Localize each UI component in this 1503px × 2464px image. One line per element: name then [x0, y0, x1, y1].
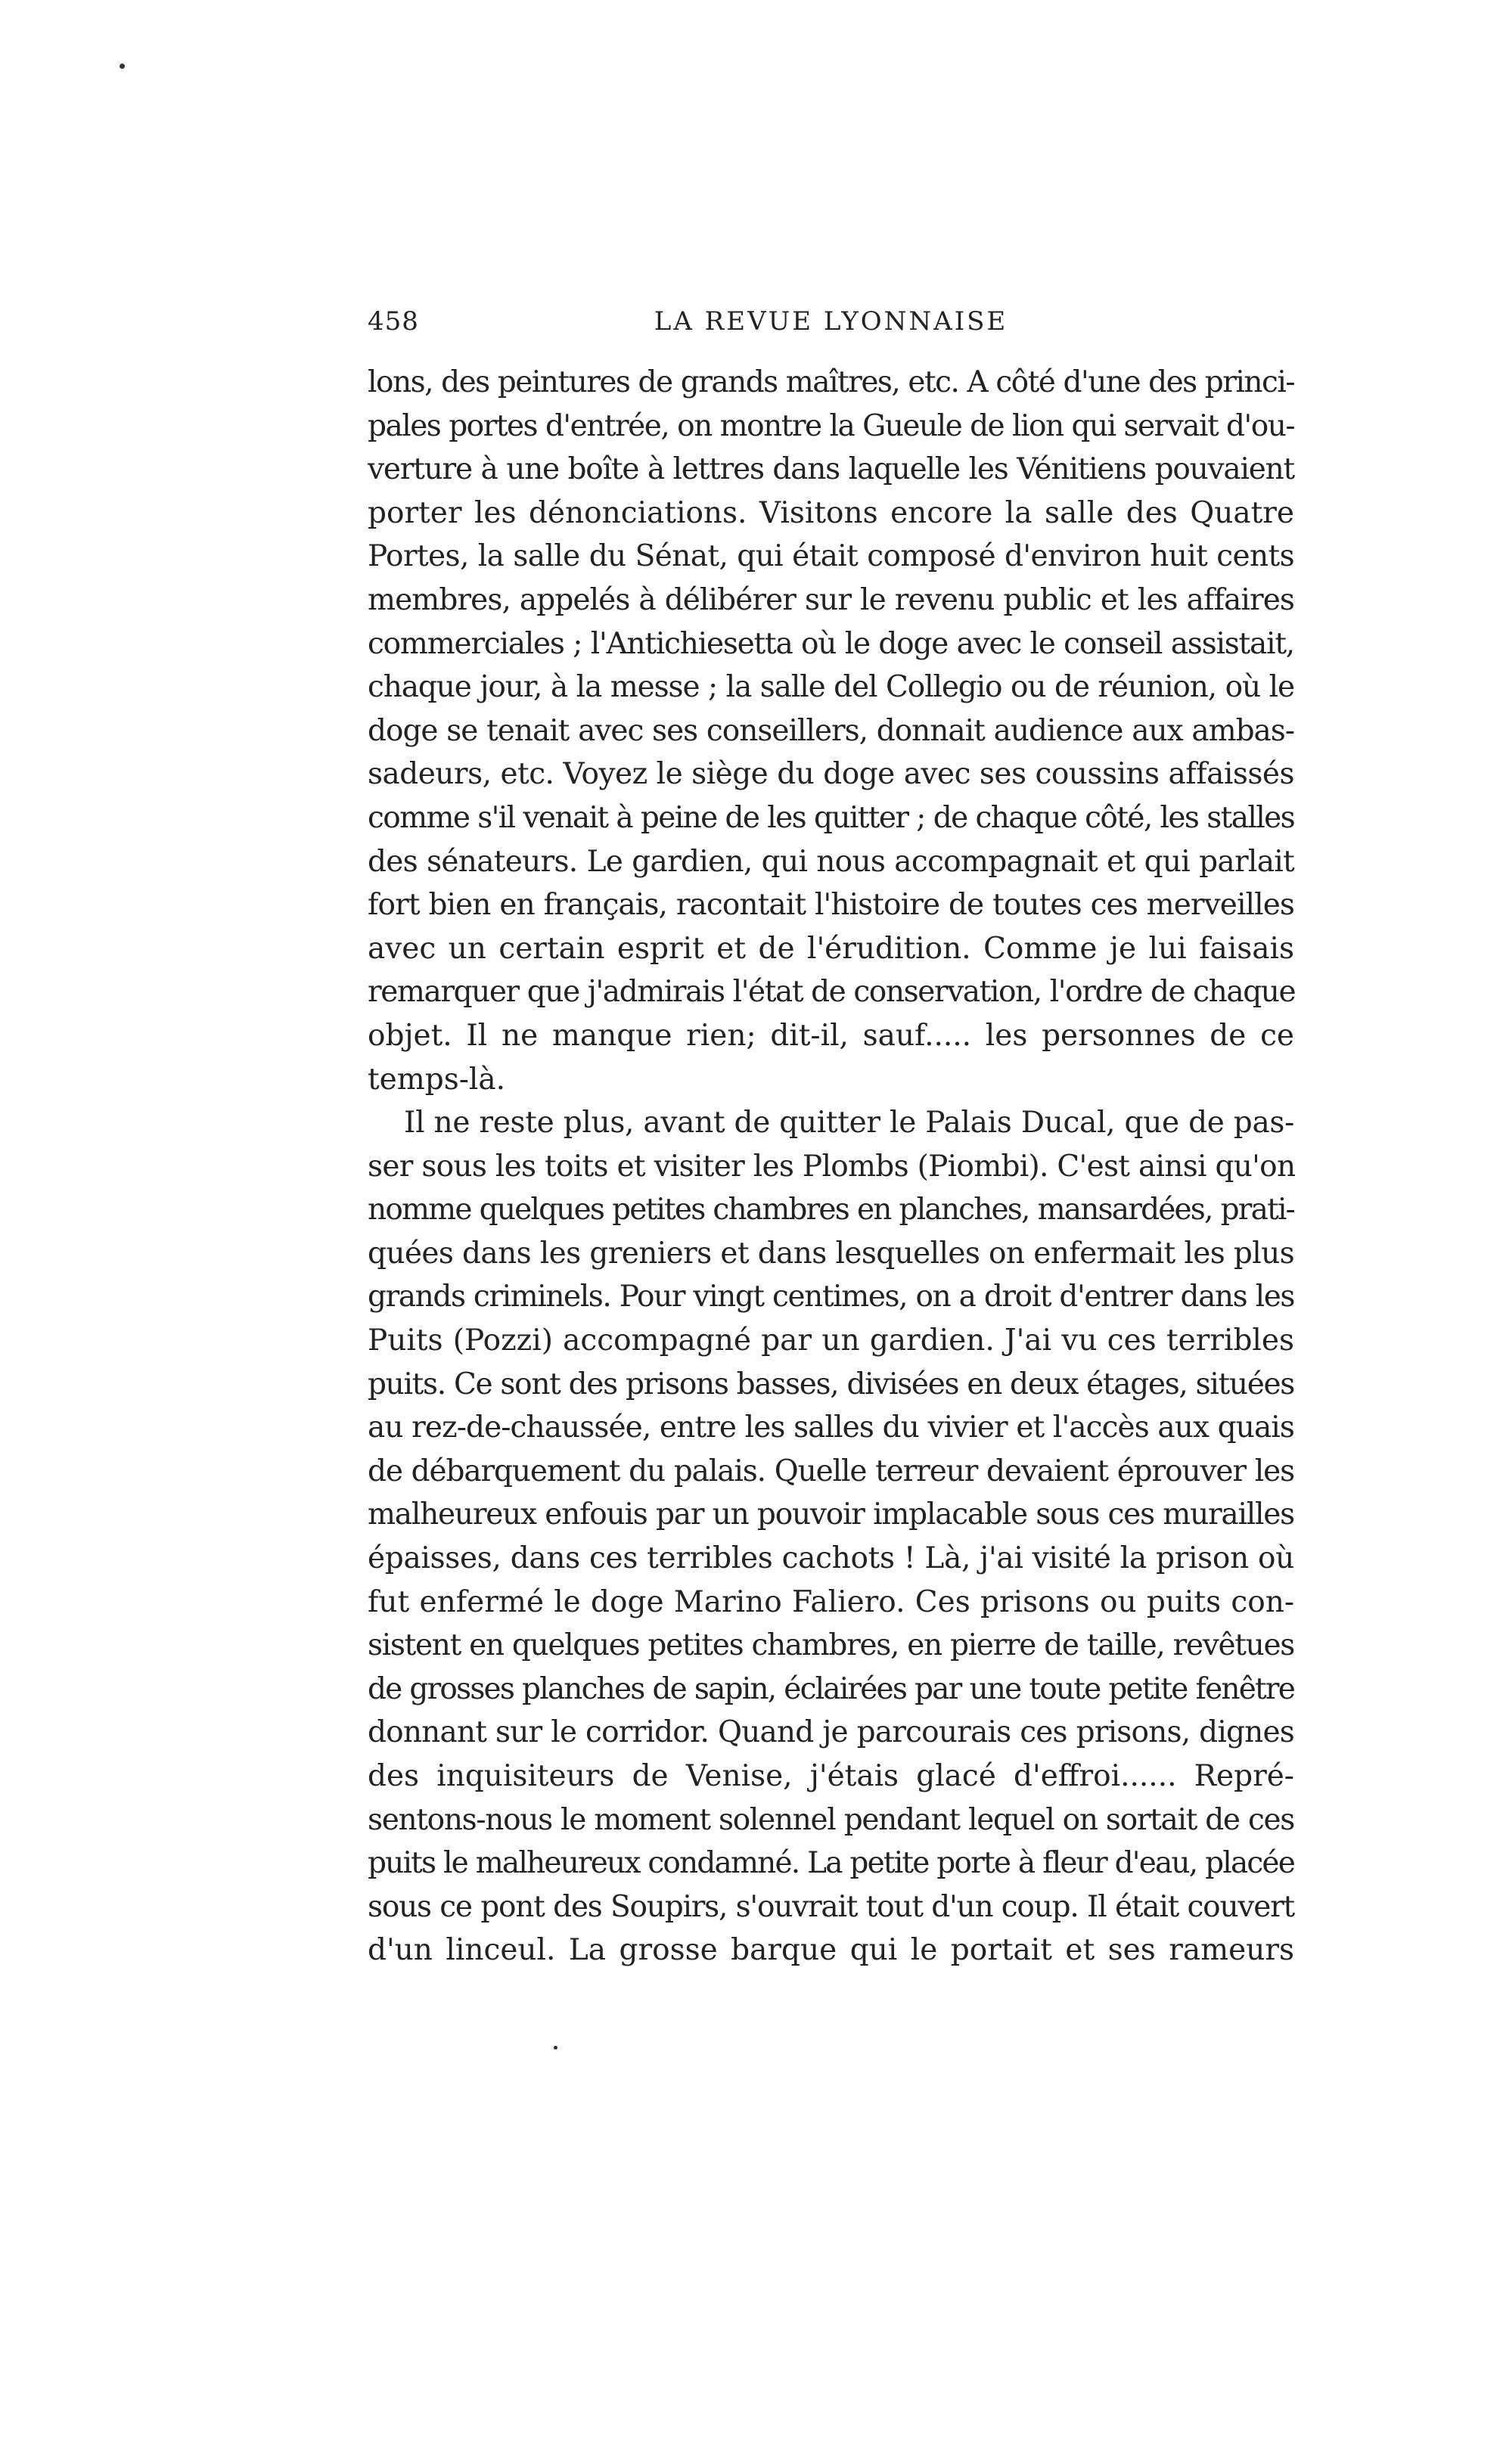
- running-title: LA REVUE LYONNAISE: [654, 306, 1008, 337]
- text-line: sadeurs, etc. Voyez le siège du doge avec ses coussins affaissés: [368, 757, 1294, 792]
- text-line: membres, appelés à délibérer sur le revenu public et les affaires: [368, 582, 1294, 617]
- text-line: de grosses planches de sapin, éclairées par une toute petite fenêtre: [368, 1671, 1294, 1706]
- text-line: pales portes d'entrée, on montre la Gueule de lion qui servait d'ou-: [368, 408, 1294, 443]
- text-line: fut enfermé le doge Marino Faliero. Ces prisons ou puits con-: [368, 1584, 1294, 1619]
- text-line: des inquisiteurs de Venise, j'étais glacé d'effroi...... Repré-: [368, 1759, 1294, 1793]
- page-number: 458: [368, 306, 419, 337]
- text-line: remarquer que j'admirais l'état de conservation, l'ordre de chaque: [368, 975, 1296, 1010]
- text-line: puits. Ce sont des prisons basses, divisées en deux étages, situées: [368, 1367, 1294, 1401]
- text-line: temps-là.: [368, 1062, 506, 1097]
- text-line: doge se tenait avec ses conseillers, donnait audience aux ambas-: [368, 713, 1294, 748]
- text-line: Il ne reste plus, avant de quitter le Palais Ducal, que de pas-: [404, 1106, 1294, 1140]
- text-line: de débarquement du palais. Quelle terreur devaient éprouver les: [368, 1454, 1294, 1488]
- text-line: d'un linceul. La grosse barque qui le portait et ses rameurs: [368, 1933, 1294, 1968]
- paragraph-1: [368, 361, 1294, 1101]
- text-line: épaisses, dans ces terribles cachots ! Là, j'ai visité la prison où: [368, 1541, 1294, 1576]
- text-line: des sénateurs. Le gardien, qui nous accompagnait et qui parlait: [368, 844, 1294, 879]
- text-line: chaque jour, à la messe ; la salle del Collegio ou de réunion, où le: [368, 670, 1294, 705]
- text-line: sentons-nous le moment solennel pendant lequel on sortait de ces: [368, 1802, 1294, 1837]
- text-line: sistent en quelques petites chambres, en pierre de taille, revêtues: [368, 1628, 1294, 1663]
- text-line: porter les dénonciations. Visitons encore la salle des Quatre: [368, 495, 1294, 530]
- ink-speck: [120, 64, 125, 69]
- text-line: sous ce pont des Soupirs, s'ouvrait tout d'un coup. Il était couvert: [368, 1889, 1294, 1924]
- text-line: objet. Il ne manque rien; dit-il, sauf..... les personnes de ce: [368, 1018, 1294, 1053]
- text-line: comme s'il venait à peine de les quitter ; de chaque côté, les stalles: [368, 800, 1294, 835]
- text-line: commerciales ; l'Antichiesetta où le doge avec le conseil assistait,: [368, 626, 1294, 661]
- text-line: au rez-de-chaussée, entre les salles du vivier et l'accès aux quais: [368, 1410, 1294, 1445]
- text-line: Portes, la salle du Sénat, qui était composé d'environ huit cents: [368, 539, 1294, 574]
- page-header: [368, 306, 1294, 352]
- text-line: ser sous les toits et visiter les Plombs (Piombi). C'est ainsi qu'on: [368, 1149, 1296, 1184]
- text-line: grands criminels. Pour vingt centimes, on a droit d'entrer dans les: [368, 1280, 1294, 1314]
- text-line: puits le malheureux condamné. La petite porte à fleur d'eau, placée: [368, 1846, 1294, 1881]
- ink-speck: [554, 2046, 557, 2050]
- body-text: [368, 361, 1294, 1972]
- text-line: avec un certain esprit et de l'érudition. Comme je lui faisais: [368, 931, 1294, 966]
- text-line: nomme quelques petites chambres en planches, mansardées, prati-: [368, 1193, 1294, 1227]
- text-line: malheureux enfouis par un pouvoir implacable sous ces murailles: [368, 1497, 1294, 1532]
- text-line: donnant sur le corridor. Quand je parcourais ces prisons, dignes: [368, 1715, 1294, 1750]
- text-line: lons, des peintures de grands maîtres, etc. A côté d'une des princi-: [368, 365, 1294, 399]
- paragraph-2: [368, 1101, 1294, 1972]
- text-line: verture à une boîte à lettres dans laquelle les Vénitiens pouvaient: [368, 452, 1294, 487]
- text-line: fort bien en français, racontait l'histoire de toutes ces merveilles: [368, 888, 1294, 923]
- text-line: Puits (Pozzi) accompagné par un gardien. J'ai vu ces terribles: [368, 1324, 1294, 1358]
- text-line: quées dans les greniers et dans lesquelles on enfermait les plus: [368, 1236, 1295, 1271]
